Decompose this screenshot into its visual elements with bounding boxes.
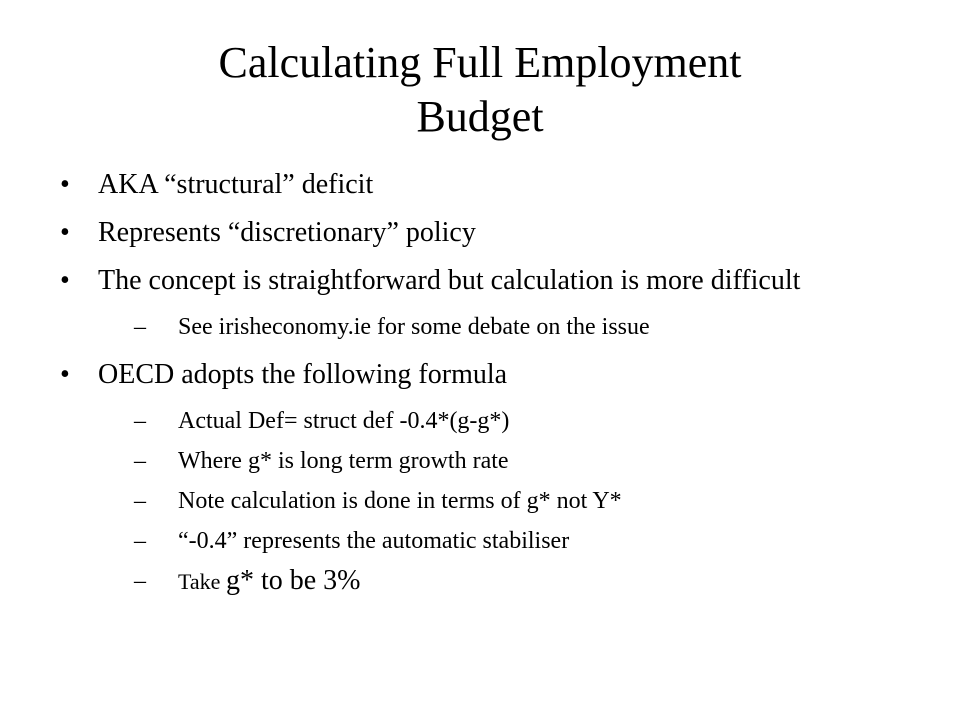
bullet-text: OECD adopts the following formula <box>98 359 508 390</box>
dash-icon: – <box>134 314 146 340</box>
slide-title-line-2: Budget <box>416 92 544 141</box>
dash-icon: – <box>134 528 146 554</box>
bullet-icon: • <box>60 265 70 296</box>
sub-bullet-item <box>60 486 920 516</box>
bullet-icon: • <box>60 169 70 200</box>
sub-bullet-item <box>60 446 920 476</box>
dash-icon: – <box>134 488 146 514</box>
bullet-text: AKA “structural” deficit <box>98 169 374 200</box>
sub-bullet-item <box>60 526 920 556</box>
slide-title-line-1: Calculating Full Employment <box>218 38 742 87</box>
dash-icon: – <box>134 448 146 474</box>
sub-bullet-text: Note calculation is done in terms of g* not Y* <box>178 488 622 514</box>
bullet-icon: • <box>60 217 70 248</box>
sub-bullet-item <box>60 312 920 342</box>
sub-bullet-item <box>60 406 920 436</box>
bullet-icon: • <box>60 359 70 390</box>
sub-bullet-text-prefix: Take <box>178 569 226 594</box>
bullet-text: The concept is straightforward but calculation is more difficult <box>98 265 801 296</box>
bullet-item <box>60 216 920 250</box>
sub-bullet-text: Where g* is long term growth rate <box>178 448 509 474</box>
bullet-text: Represents “discretionary” policy <box>98 217 476 248</box>
slide-title <box>80 36 880 144</box>
sub-bullet-item <box>60 566 920 597</box>
sub-bullet-text: Actual Def= struct def -0.4*(g-g*) <box>178 408 510 434</box>
slide-body <box>60 168 920 607</box>
sub-bullet-text: See irisheconomy.ie for some debate on the issue <box>178 314 650 340</box>
sub-bullet-text: “-0.4” represents the automatic stabiliser <box>178 528 570 554</box>
bullet-item <box>60 358 920 392</box>
dash-icon: – <box>134 408 146 434</box>
sub-bullet-text-emphasis: g* to be 3% <box>225 565 361 596</box>
bullet-item <box>60 264 920 298</box>
dash-icon: – <box>134 568 146 594</box>
bullet-item <box>60 168 920 202</box>
